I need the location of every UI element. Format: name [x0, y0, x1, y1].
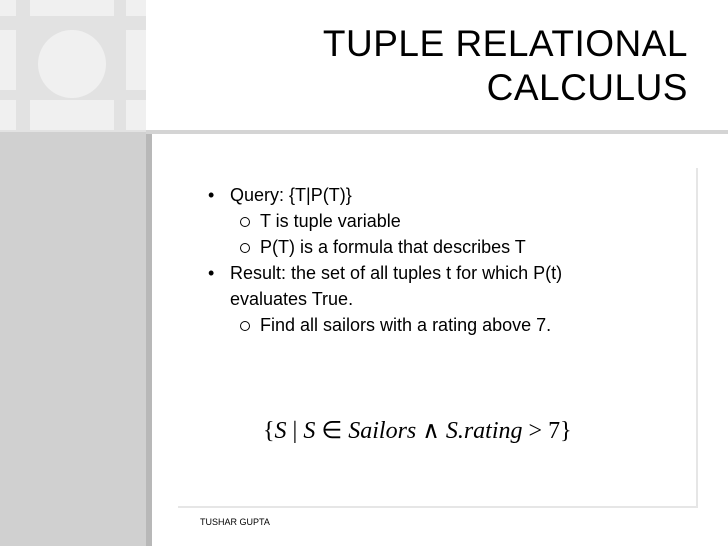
bullet-list [208, 182, 658, 338]
title-divider [146, 130, 728, 134]
formula-relation: Sailors [348, 418, 417, 444]
decor-square [126, 0, 146, 16]
title-line-1: TUPLE RELATIONAL [322, 23, 688, 64]
decor-square [0, 0, 16, 16]
formula-var: S [303, 418, 316, 444]
sub-bullet-item: P(T) is a formula that describes T [208, 234, 658, 260]
decor-square [126, 100, 146, 130]
decor-square [0, 30, 16, 90]
decor-square [0, 100, 16, 130]
footer-author: TUSHAR GUPTA [200, 517, 270, 527]
formula-and: ∧ [416, 418, 446, 444]
decor-square [30, 0, 114, 16]
sub-bullet-item: T is tuple variable [208, 208, 658, 234]
decor-square [30, 100, 114, 130]
formula-elem: ∈ [315, 418, 349, 444]
bullet-text: Result: the set of all tuples t for which P(t) [230, 263, 563, 283]
formula-bar: | [286, 418, 304, 444]
formula [263, 416, 593, 445]
formula-attr: S.rating [445, 418, 523, 444]
bullet-item [208, 260, 658, 312]
bullet-text-continuation: evaluates True. [230, 289, 354, 309]
sub-bullet-item: Find all sailors with a rating above 7. [208, 312, 658, 338]
slide-title [208, 22, 688, 110]
decor-square [126, 30, 146, 90]
decor-circle [38, 30, 106, 98]
formula-open: { [263, 418, 275, 444]
formula-gt: > 7} [522, 418, 572, 444]
title-line-2: CALCULUS [486, 67, 688, 108]
formula-var: S [274, 418, 287, 444]
bullet-item: • Query: {T|P(T)} [208, 182, 658, 208]
